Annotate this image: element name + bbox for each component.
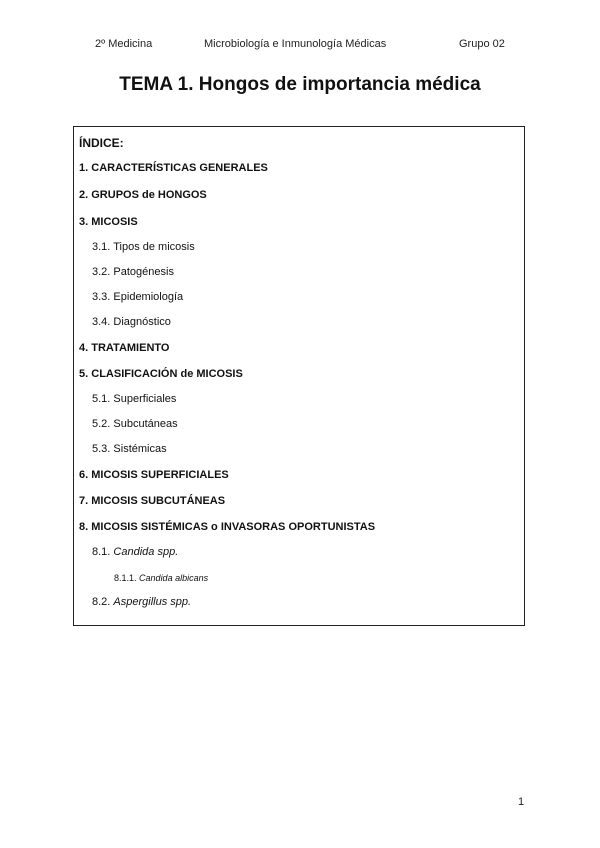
- table-of-contents: [73, 126, 525, 626]
- toc-entry-text: MICOSIS SUPERFICIALES: [91, 469, 229, 481]
- toc-entry-number: 6.: [79, 469, 89, 481]
- toc-entry: [79, 216, 138, 228]
- toc-entry-number: 7.: [79, 495, 89, 507]
- document-title: TEMA 1. Hongos de importancia médica: [119, 74, 481, 95]
- toc-entry-text: GRUPOS de HONGOS: [91, 189, 207, 201]
- toc-entry: [92, 546, 178, 558]
- toc-entry-number: 1.: [79, 162, 89, 174]
- toc-entry-text: Candida spp.: [113, 546, 179, 558]
- toc-entry-number: 3.2.: [92, 266, 111, 278]
- toc-entry: [79, 469, 229, 481]
- toc-entry-text: Subcutáneas: [113, 418, 178, 430]
- toc-entry-text: MICOSIS SISTÉMICAS o INVASORAS OPORTUNISTAS: [91, 521, 376, 533]
- toc-entry-number: 5.: [79, 368, 89, 380]
- toc-entry-text: CARACTERÍSTICAS GENERALES: [91, 162, 268, 174]
- toc-entry: [92, 418, 178, 430]
- toc-entry-number: 3.1.: [92, 241, 111, 253]
- toc-entry-text: TRATAMIENTO: [91, 342, 170, 354]
- header-course: 2º Medicina: [95, 38, 153, 50]
- toc-entry-text: MICOSIS: [91, 216, 138, 228]
- toc-entry-text: Candida albicans: [139, 573, 209, 583]
- toc-entry: [92, 316, 171, 328]
- toc-entry: [79, 521, 375, 533]
- page-number: 1: [518, 796, 525, 808]
- toc-entry-number: 8.2.: [92, 596, 111, 608]
- toc-entry-text: Aspergillus spp.: [113, 596, 192, 608]
- header-group: Grupo 02: [459, 38, 505, 50]
- toc-entry-number: 4.: [79, 342, 89, 354]
- toc-entry-text: Superficiales: [113, 393, 177, 405]
- toc-entry: [79, 368, 243, 380]
- toc-entry-number: 3.3.: [92, 291, 111, 303]
- header-subject: Microbiología e Inmunología Médicas: [204, 38, 387, 50]
- toc-entry-number: 5.1.: [92, 393, 111, 405]
- toc-entry: [92, 241, 195, 253]
- toc-entry-text: Diagnóstico: [113, 316, 171, 328]
- toc-entry: [79, 495, 225, 507]
- toc-entry-number: 8.: [79, 521, 89, 533]
- toc-entry-number: 3.: [79, 216, 89, 228]
- toc-entry-text: Tipos de micosis: [113, 241, 195, 253]
- toc-entry: [92, 596, 191, 608]
- toc-entry-number: 3.4.: [92, 316, 111, 328]
- toc-entry-text: CLASIFICACIÓN de MICOSIS: [91, 368, 243, 380]
- toc-entry: [92, 443, 167, 455]
- toc-entry-number: 5.3.: [92, 443, 111, 455]
- toc-entry: [92, 393, 176, 405]
- toc-entry-text: Epidemiología: [113, 291, 184, 303]
- toc-entry-text: Sistémicas: [113, 443, 167, 455]
- toc-entry-number: 5.2.: [92, 418, 111, 430]
- index-heading: ÍNDICE:: [79, 136, 124, 150]
- toc-entry: [92, 266, 174, 278]
- toc-entry-number: 8.1.: [92, 546, 111, 558]
- toc-entry: [79, 162, 268, 174]
- toc-entry-number: 8.1.1.: [114, 573, 137, 583]
- toc-entry-text: MICOSIS SUBCUTÁNEAS: [91, 495, 226, 507]
- toc-entry-number: 2.: [79, 189, 89, 201]
- toc-entry: [79, 342, 169, 354]
- toc-entry: [92, 291, 183, 303]
- toc-entry-text: Patogénesis: [113, 266, 174, 278]
- toc-entry: [114, 573, 208, 583]
- toc-entry: [79, 189, 207, 201]
